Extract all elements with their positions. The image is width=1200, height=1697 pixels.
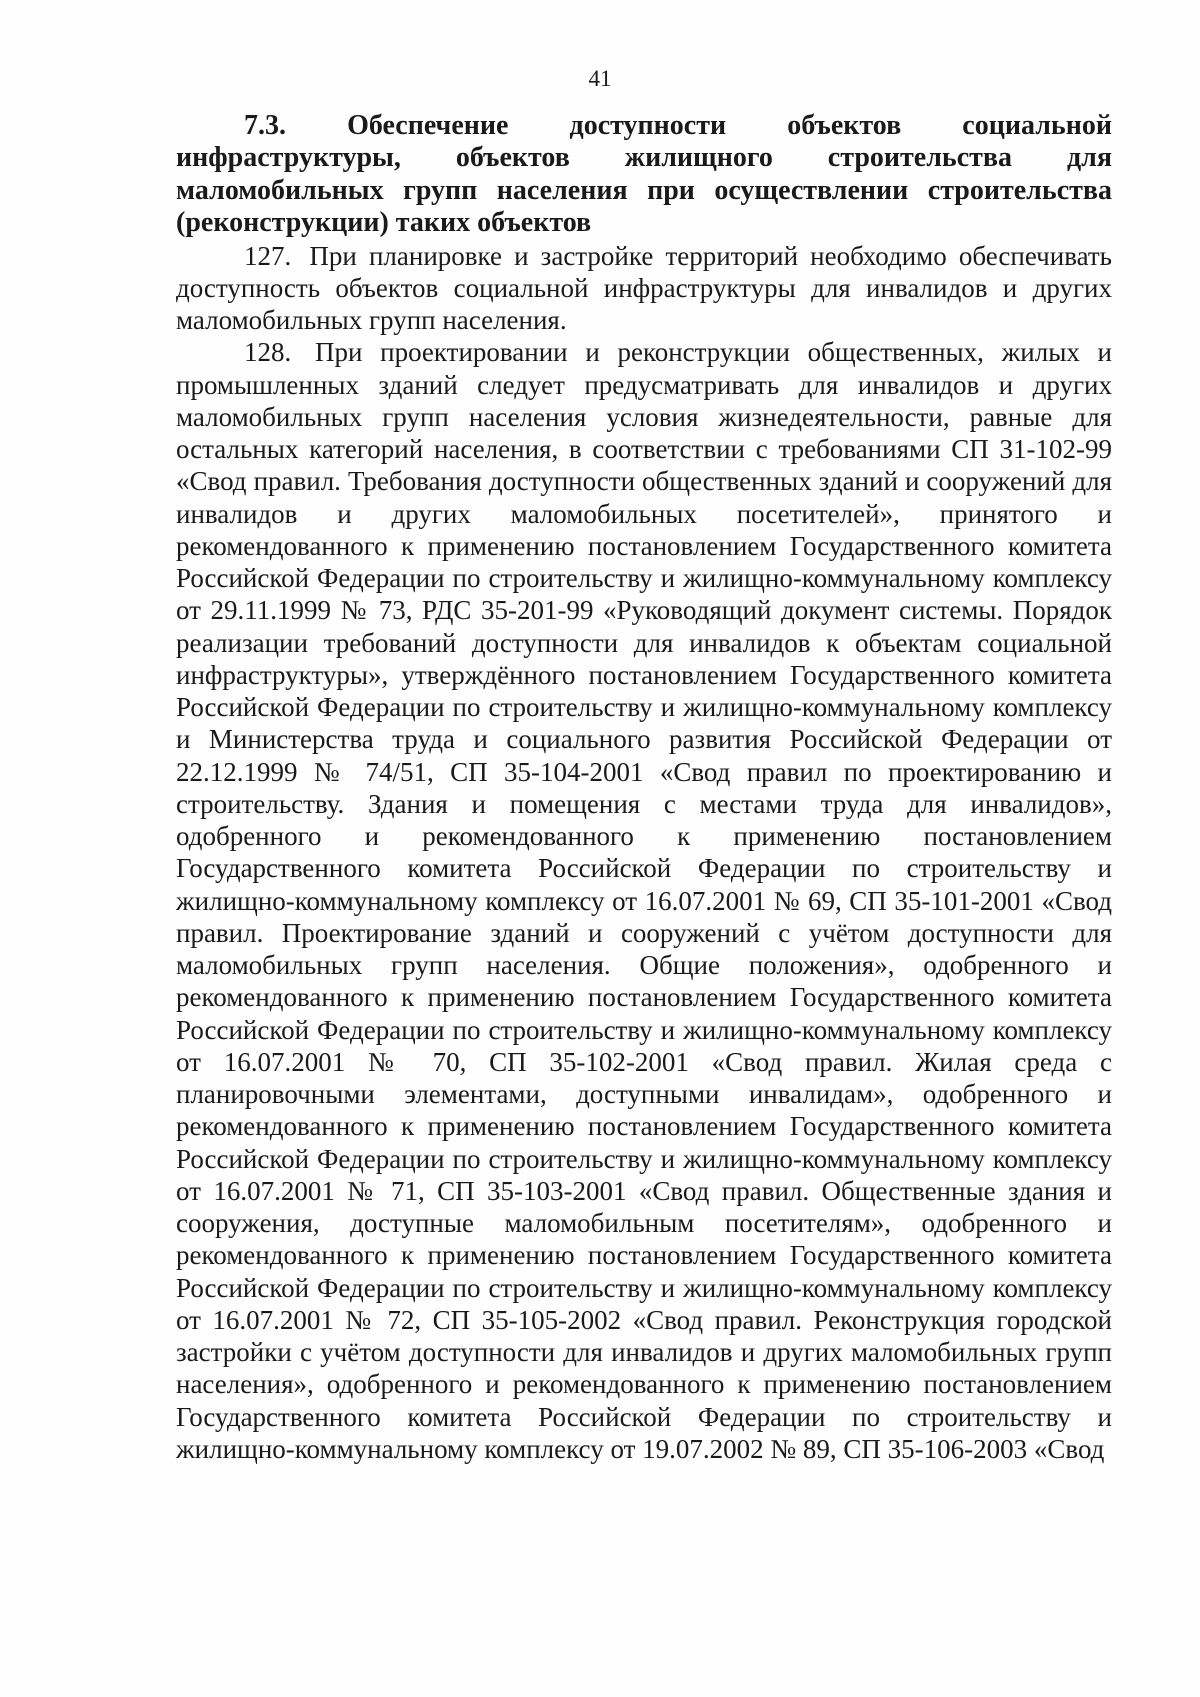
paragraph-text: При планировке и застройке территорий необходимо обеспечивать доступность объектов социальной инфраструктуры для инвалидов и других маломобильных групп населения. bbox=[176, 240, 1112, 336]
paragraph-number: 128. bbox=[244, 337, 292, 368]
paragraph-number: 127. bbox=[244, 240, 292, 271]
paragraph-text: При проектировании и реконструкции общественных, жилых и промышленных зданий следует предусматривать для инвалидов и других маломобильных групп населения условия жизнедеятельности, равные для остальных категорий населения, в соответствии с требованиями СП 31-102-99 «Свод правил. Требования доступности общественных зданий и сооружений для инвалидов и других маломобильных посетителей», принятого и рекомендованного к применению постановлением Государственного комитета Российской Федерации по строительству и жилищно-коммунальному комплексу от 29.11.1999 № 73, РДС 35-201-99 «Руководящий документ системы. Порядок реализации требований доступности для инвалидов к объектам социальной инфраструктуры», утверждённого постановлением Государственного комитета Российской Федерации по строительству и жилищно-коммунальному комплексу и Министерства труда и социального развития Российской Федерации от 22.12.1999 № 74/51, СП 35-104-2001 «Свод правил по проектированию и строительству. Здания и помещения с местами труда для инвалидов», одобренного и рекомендованного к применению постановлением Государственного комитета Российской Федерации по строительству и жилищно-коммунальному комплексу от 16.07.2001 № 69, СП 35-101-2001 «Свод правил. Проектирование зданий и сооружений с учётом доступности для маломобильных групп населения. Общие положения», одобренного и рекомендованного к применению постановлением Государственного комитета Российской Федерации по строительству и жилищно-коммунальному комплексу от 16.07.2001 № 70, СП 35-102-2001 «Свод правил. Жилая среда с планировочными элементами, доступными инвалидам», одобренного и рекомендованного к применению постановлением Государственного комитета Российской Федерации по строительству и жилищно-коммунальному комплексу от 16.07.2001 № 71, СП 35-103-2001 «Свод правил. Общественные здания и сооружения, доступные маломобильным посетителям», одобренного и рекомендованного к применению постановлением Государственного комитета Российской Федерации по строительству и жилищно-коммунальному комплексу от 16.07.2001 № 72, СП 35-105-2002 «Свод правил. Реконструкция городской застройки с учётом доступности для инвалидов и других маломобильных групп населения», одобренного и рекомендованного к применению постановлением Государственного комитета Российской Федерации по строительству и жилищно-коммунальному комплексу от 19.07.2002 № 89, СП 35-106-2003 «Свод bbox=[176, 337, 1113, 1464]
paragraph-128 bbox=[176, 336, 1112, 1465]
section-heading: 7.3. Обеспечение доступности объектов социальной инфраструктуры, объектов жилищного строительства для маломобильных групп населения при осуществлении строительства (реконструкции) таких объектов bbox=[176, 110, 1112, 239]
page-body bbox=[176, 110, 1112, 1465]
paragraph-127 bbox=[176, 240, 1112, 337]
page-number: 41 bbox=[588, 66, 612, 91]
